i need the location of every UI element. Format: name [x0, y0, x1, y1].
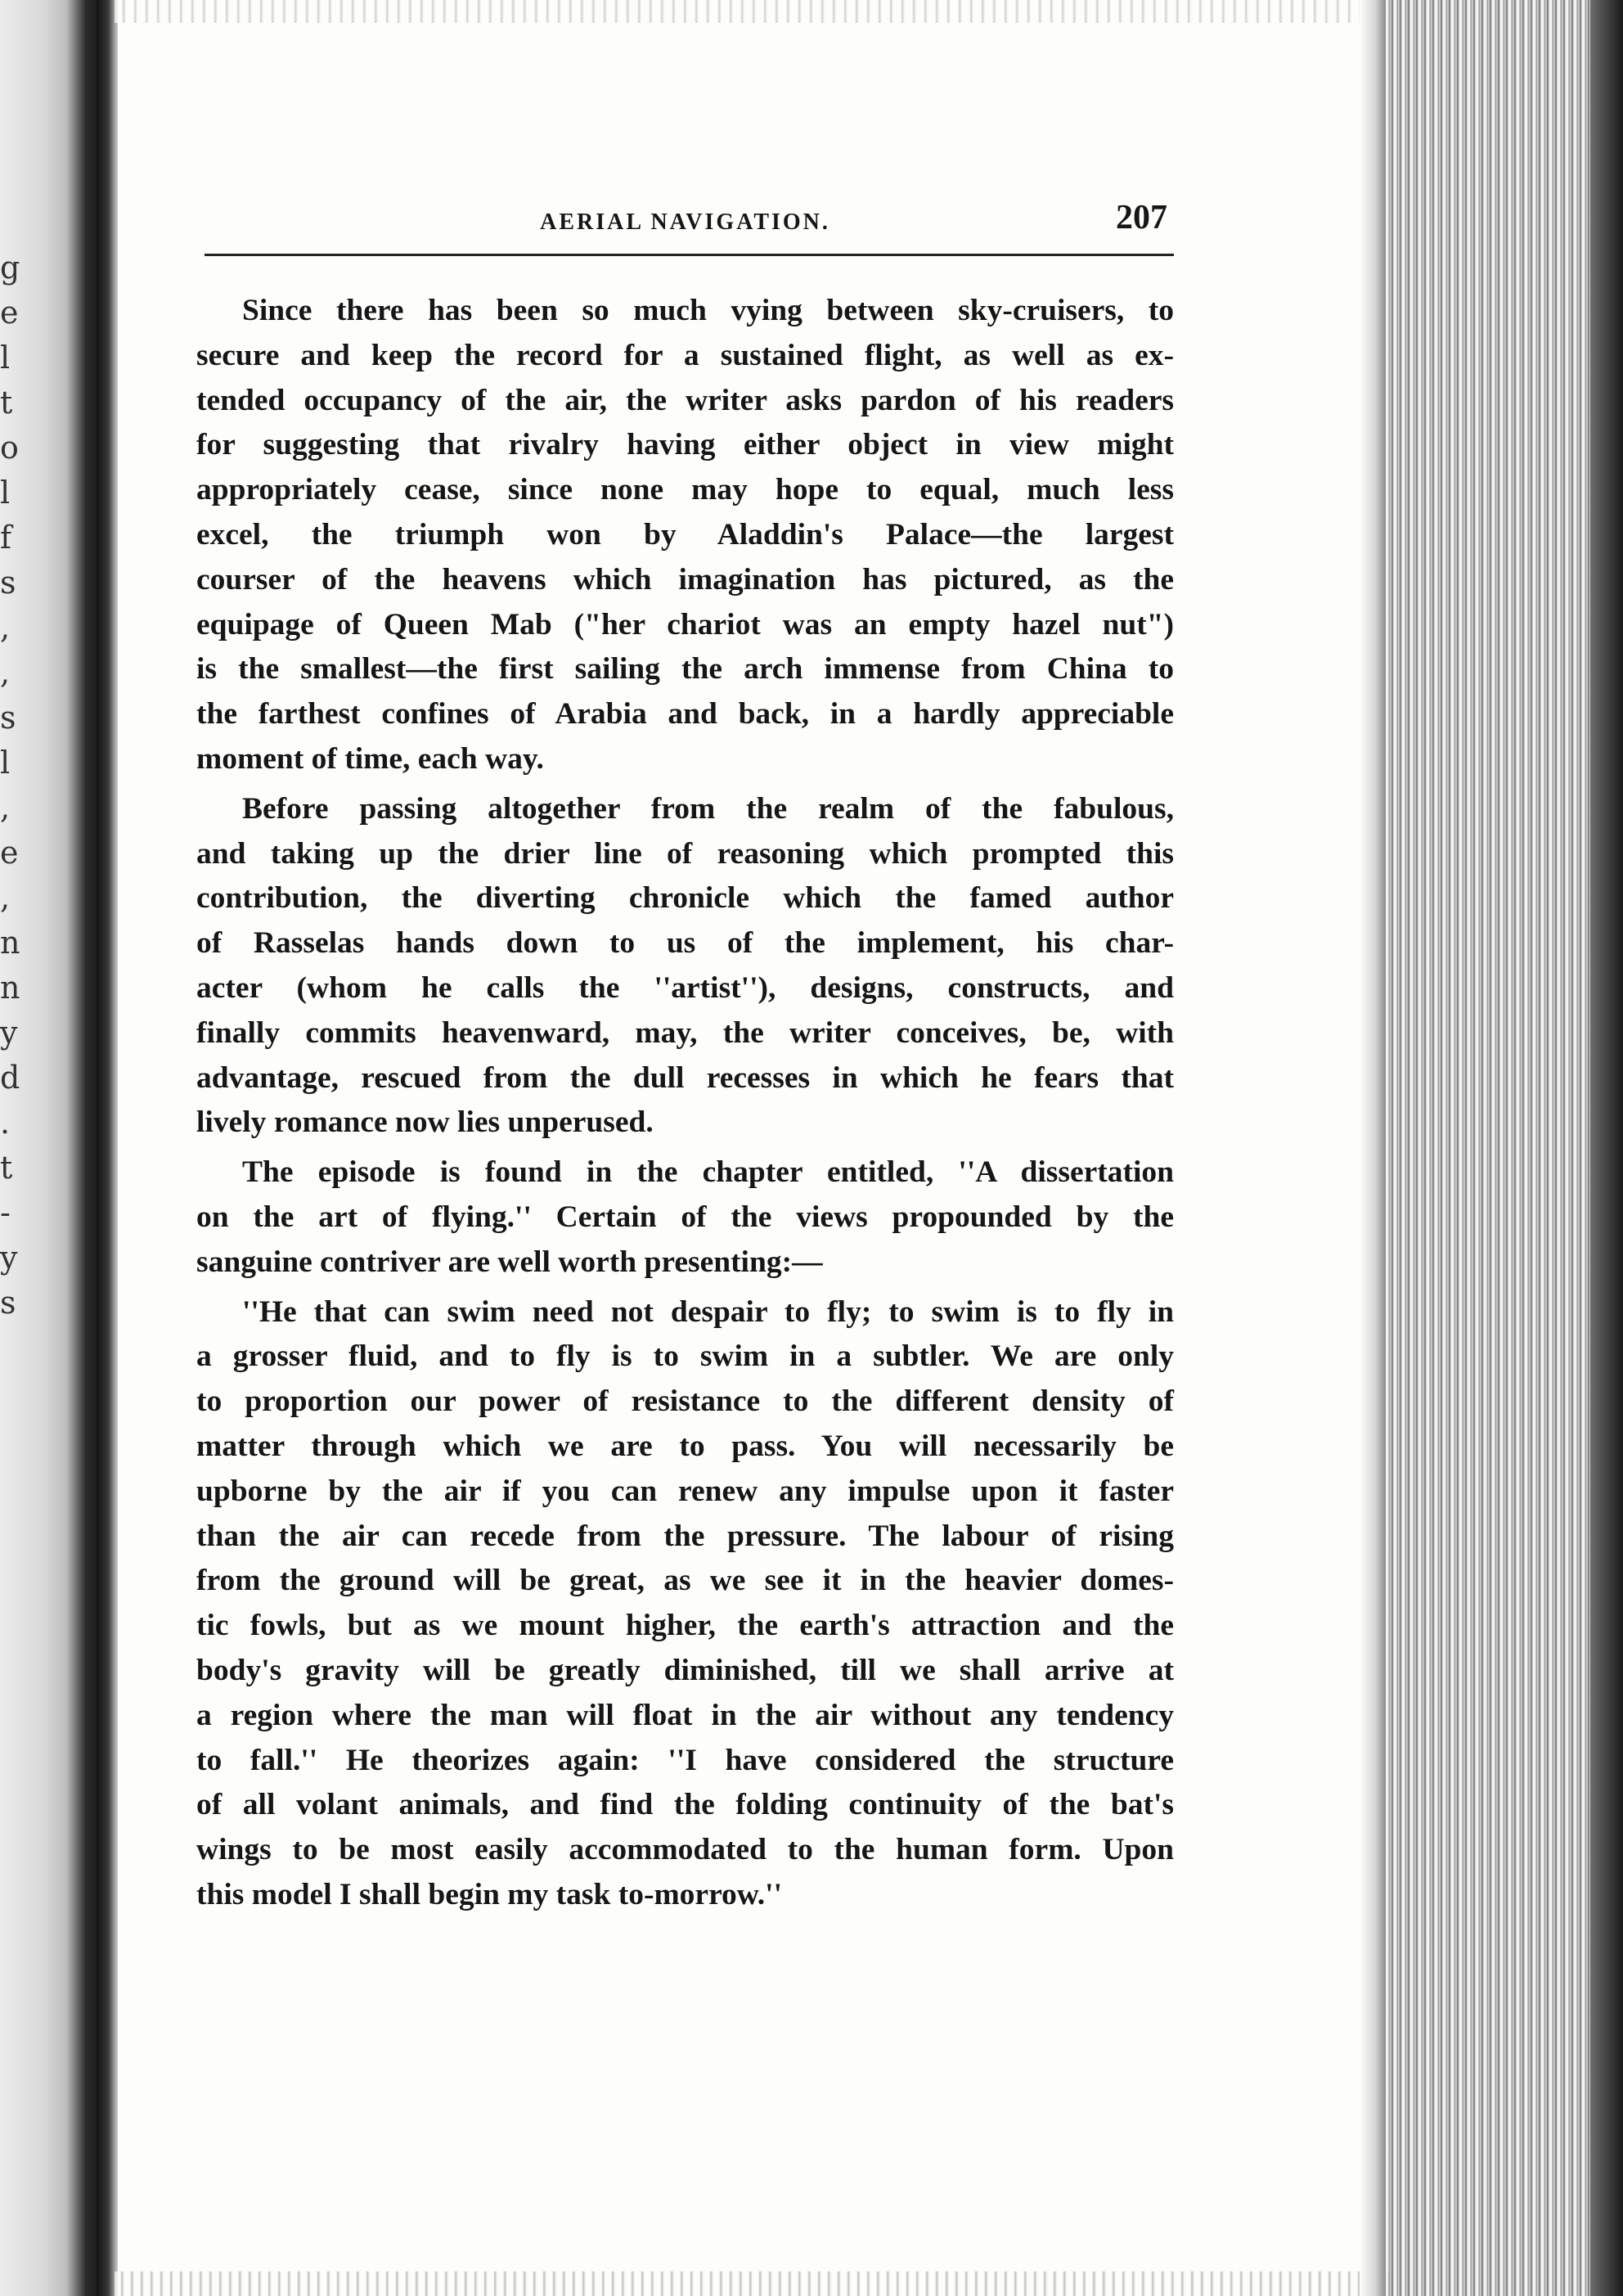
- text-line: a region where the man will float in the air without any tendency: [196, 1698, 1174, 1732]
- text-line: lively romance now lies unperused.: [196, 1105, 654, 1140]
- bottom-scan-noise: [115, 2271, 1391, 2296]
- text-line: tended occupancy of the air, the writer asks pardon of his readers: [196, 383, 1174, 417]
- book-block-edge: [1386, 0, 1623, 2296]
- text-line: wings to be most easily accommodated to the human form. Upon: [196, 1833, 1174, 1867]
- text-line: contribution, the diverting chronicle which the famed author: [196, 881, 1174, 916]
- paragraph-4: [196, 1290, 1174, 1918]
- running-head: [196, 196, 1174, 247]
- paragraph-2: [196, 787, 1174, 1146]
- text-line: appropriately cease, since none may hope to equal, much less: [196, 473, 1174, 507]
- paragraph-1: [196, 289, 1174, 782]
- text-line: is the smallest—the first sailing the arch immense from China to: [196, 652, 1174, 687]
- paragraph-3: [196, 1150, 1174, 1285]
- text-line: from the ground will be great, as we see it in the heavier domes-: [196, 1564, 1174, 1598]
- text-line: advantage, rescued from the dull recesses in which he fears that: [196, 1060, 1174, 1095]
- text-line: moment of time, each way.: [196, 741, 544, 776]
- facing-page-edge-text: g e l t o l f s , , s l , e , n n y d . t - y s: [0, 250, 20, 1321]
- text-line: of all volant animals, and find the folding continuity of the bat's: [196, 1788, 1174, 1822]
- text-line: courser of the heavens which imagination has pictured, as the: [196, 562, 1174, 597]
- text-line: sanguine contriver are well worth presenting:—: [196, 1245, 823, 1279]
- text-line: than the air can recede from the pressure. The labour of rising: [196, 1519, 1174, 1553]
- header-rule: [205, 254, 1174, 256]
- text-line: for suggesting that rivalry having either object in view might: [196, 428, 1174, 462]
- text-line: excel, the triumph won by Aladdin's Palace—the largest: [196, 517, 1174, 551]
- text-line: and taking up the drier line of reasoning which prompted this: [196, 836, 1174, 871]
- page-number: 207: [1116, 199, 1167, 236]
- text-line: of Rasselas hands down to us of the implement, his char-: [196, 926, 1174, 961]
- text-line: The episode is found in the chapter entitled, ''A dissertation: [242, 1155, 1174, 1190]
- text-line: secure and keep the record for a sustained flight, as well as ex-: [196, 338, 1174, 372]
- text-line: upborne by the air if you can renew any impulse upon it faster: [196, 1474, 1174, 1508]
- text-line: body's gravity will be greatly diminished, till we shall arrive at: [196, 1653, 1174, 1687]
- top-scan-noise: [115, 0, 1391, 23]
- text-line: Before passing altogether from the realm of the fabulous,: [242, 791, 1174, 826]
- binding-shadow: [97, 0, 118, 2296]
- text-line: a grosser fluid, and to fly is to swim in a subtler. We are only: [196, 1339, 1174, 1374]
- running-title: AERIAL NAVIGATION.: [540, 209, 830, 235]
- page-content: [196, 196, 1174, 1923]
- text-line: the farthest confines of Arabia and back, in a hardly appreciable: [196, 697, 1174, 732]
- text-line: to proportion our power of resistance to the different density of: [196, 1384, 1174, 1419]
- text-line: ''He that can swim need not despair to fly; to swim is to fly in: [242, 1294, 1174, 1329]
- binding-gutter: [0, 0, 110, 2296]
- text-line: this model I shall begin my task to-morrow.'': [196, 1877, 783, 1911]
- text-line: equipage of Queen Mab ("her chariot was an empty hazel nut"): [196, 607, 1174, 642]
- body-text: [196, 289, 1174, 1918]
- text-line: matter through which we are to pass. You will necessarily be: [196, 1429, 1174, 1463]
- text-line: to fall.'' He theorizes again: ''I have considered the structure: [196, 1743, 1174, 1777]
- text-line: tic fowls, but as we mount higher, the earth's attraction and the: [196, 1609, 1174, 1643]
- text-line: on the art of flying.'' Certain of the views propounded by the: [196, 1200, 1174, 1234]
- text-line: finally commits heavenward, may, the writer conceives, be, with: [196, 1015, 1174, 1050]
- text-line: acter (whom he calls the ''artist''), designs, constructs, and: [196, 970, 1174, 1005]
- book-block-dark-edge: [1590, 0, 1623, 2296]
- text-line: Since there has been so much vying between sky-cruisers, to: [242, 294, 1174, 327]
- page-edge-shadow: [1360, 0, 1386, 2296]
